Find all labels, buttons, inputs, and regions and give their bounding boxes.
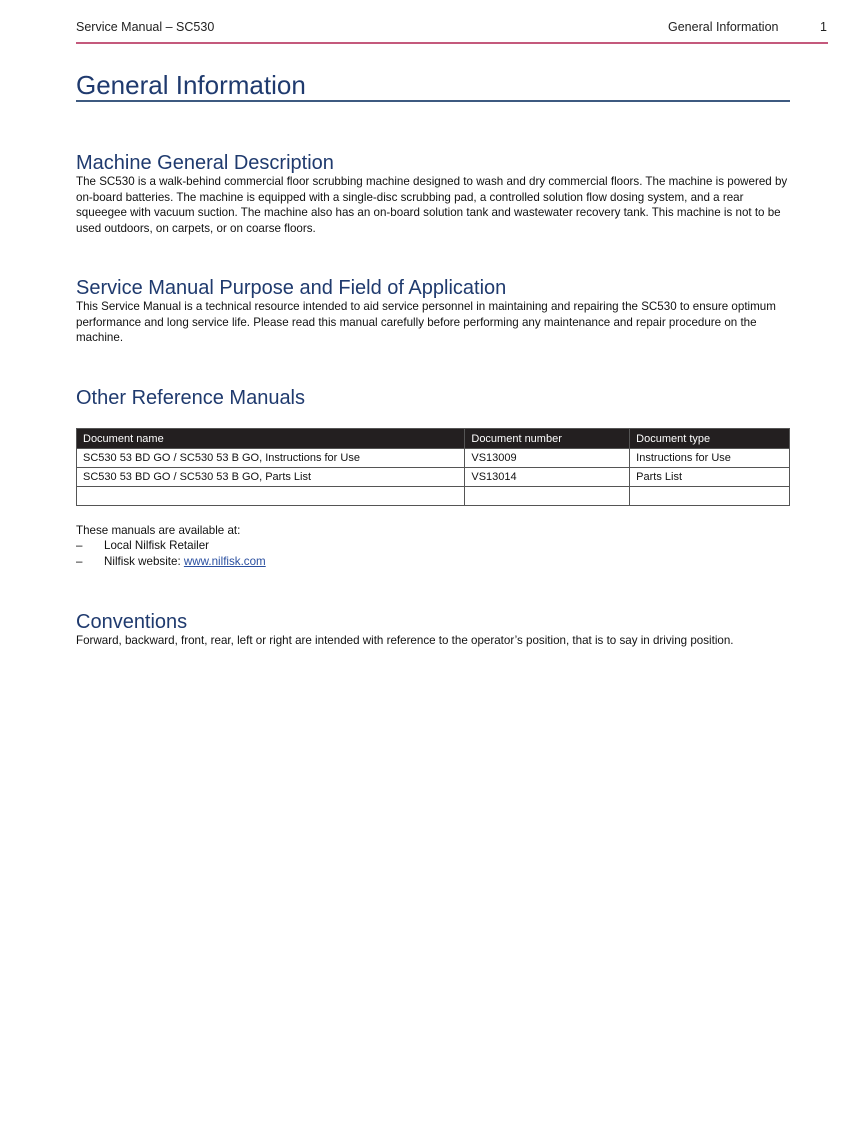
nilfisk-website-link[interactable]: www.nilfisk.com — [183, 555, 266, 568]
table-cell: SC530 53 BD GO / SC530 53 B GO, Instructions for Use — [77, 449, 465, 468]
table-cell: VS13014 — [465, 468, 630, 487]
availability-intro: These manuals are available at: — [76, 524, 241, 537]
list-item — [76, 554, 266, 570]
table-cell — [630, 487, 790, 506]
section-body: The SC530 is a walk-behind commercial floor scrubbing machine designed to wash and dry commercial floors. The machine is powered by on-board batteries. The machine is equipped with a single-disc scrubbing pad, a controlled solution flow dosing system, and a rear squeegee with vacuum suction. The machine also has an on-board solution tank and wastewater recovery tank. This machine is not to be used outdoors, on carpets, or on coarse floors. — [76, 175, 788, 235]
section-heading: Service Manual Purpose and Field of Application — [76, 277, 507, 299]
section-heading: Conventions — [76, 611, 188, 633]
table-header-row — [77, 429, 790, 449]
table-cell: SC530 53 BD GO / SC530 53 B GO, Parts List — [77, 468, 465, 487]
section-body: Forward, backward, front, rear, left or right are intended with reference to the operator’s position, that is to say in driving position. — [76, 634, 734, 647]
list-item-text: Nilfisk website: — [104, 555, 184, 568]
header-manual-title: Service Manual – SC530 — [76, 20, 215, 34]
page-title: General Information — [76, 70, 306, 100]
dash-bullet: – — [76, 539, 83, 552]
header-section: General Information — [668, 20, 779, 34]
page-number: 1 — [820, 20, 827, 34]
column-header: Document number — [465, 429, 630, 449]
dash-bullet: – — [76, 555, 83, 568]
table-cell: Parts List — [630, 468, 790, 487]
column-header: Document name — [77, 429, 465, 449]
section-body: This Service Manual is a technical resource intended to aid service personnel in maintaining and repairing the SC530 to ensure optimum performance and long service life. Please read this manual carefully before performing any maintenance and repair procedure on the machine. — [76, 300, 776, 345]
header-rule — [76, 42, 828, 44]
section-heading: Machine General Description — [76, 152, 334, 174]
reference-manuals-table — [76, 428, 790, 506]
table-row — [77, 487, 790, 506]
table-row — [77, 449, 790, 468]
table-cell: Instructions for Use — [630, 449, 790, 468]
table-cell — [77, 487, 465, 506]
title-rule — [76, 100, 790, 102]
column-header: Document type — [630, 429, 790, 449]
table-cell: VS13009 — [465, 449, 630, 468]
table-row — [77, 468, 790, 487]
section-heading: Other Reference Manuals — [76, 387, 306, 409]
table-cell — [465, 487, 630, 506]
list-item-text: Local Nilfisk Retailer — [104, 539, 210, 552]
list-item — [76, 538, 209, 554]
